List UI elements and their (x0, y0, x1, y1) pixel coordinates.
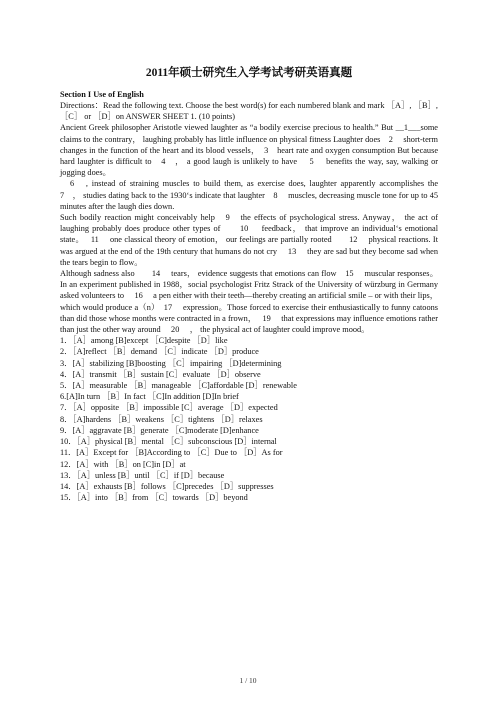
option-line-13: 13．［A］unless [B］until ［C］if [D］because (60, 470, 225, 480)
option-line-15: 15．［A］into ［B］from ［C］towards ［D］beyond (60, 493, 248, 503)
option-line-9: 9．[A］aggravate [B］generate ［C]moderate [D]enhance (60, 425, 259, 435)
section-heading: Section I Use of English (60, 90, 144, 99)
option-line-10: 10．［A］physical [B］mental ［C］subconscious [D］internal (60, 437, 277, 447)
option-line-2: 2．［A]reflect ［B］demand ［C］indicate ［D］produce (60, 347, 259, 357)
option-line-12: 12．[A］with ［B］on [C]in [D］at (60, 459, 186, 469)
option-line-5: 5．[A］measurable ［B］manageable ［C]affordable [D］renewable (60, 381, 297, 391)
option-line-8: 8．［A]hardens ［B］weakens ［C］tightens ［D］relaxes (60, 414, 263, 424)
option-line-11: 11．[A］Except for ［B]According to ［C］Due to ［D］As for (60, 448, 283, 458)
option-line-7: 7．［A］opposite ［B］impossible [C］average ［D］expected (60, 403, 278, 413)
page-number: 1 / 10 (239, 676, 257, 685)
answer-options-list (60, 335, 438, 503)
passage-paragraph-4: Although sadness also 14 tears， evidence suggests that emotions can flow 15 muscular responses。 In an experiment published in 1988，social psychologist Fritz Strack of the University of würzburg in Germany asked volunteers to 16 a pen either with their teeth—thereby creating an artificial smile – or with their lips，which would produce a（n） 17 expression。Those forced to exercise their enthusiastically to funny catoons than did those whose months were contracted in a frown， 19 that expressions may influence emotions rather than just the other way around 20 ， the physical act of laughter could improve mood。 (60, 269, 438, 335)
passage-paragraph-1: Ancient Greek philosopher Aristotle viewed laughter as “a bodily exercise precious to health.” But __1___some claims to the contrary， laughing probably has little influence on physical fitness Laughter does 2 short-term changes in the function of the heart and its blood vessels， 3 heart rate and oxygen consumption But because hard laughter is difficult to 4 ， a good laugh is unlikely to have 5 benefits the way, say, walking or jogging does。 (60, 123, 438, 178)
document-page (60, 64, 449, 503)
option-line-3: 3．[A］stabilizing [B]boosting ［C］impairing ［D]determining (60, 358, 282, 368)
directions-text: Directions：Read the following text. Choose the best word(s) for each numbered blank and mark ［A］, ［B］, ［C］ or ［D］on ANSWER SHEET 1. (10 points) (60, 101, 438, 122)
option-line-1: 1．［A］among [B]except ［C]despite ［D］like (60, 336, 228, 346)
option-line-4: 4．[A］transmit ［B］sustain [C］evaluate ［D］observe (60, 369, 261, 379)
option-line-6: 6.[A]In turn ［B］In fact ［C]In addition [D]In brief (60, 392, 239, 402)
document-title: 2011年硕士研究生入学考试考研英语真题 (145, 67, 353, 79)
passage-paragraph-2: 6 , instead of straining muscles to build them, as exercise does, laughter apparently accomplishes the 7 ， studies dating back to the 1930‘s indicate that laughter 8 muscles, decreasing muscle tone for up to 45 minutes after the laugh dies down. (60, 179, 449, 211)
passage-paragraph-3: Such bodily reaction might conceivably help 9 the effects of psychological stress. Anyway， the act of laughing probably does produce other types of 10 feedback， that improve an individual‘s emotional state。 11 one classical theory of emotion， our feelings are partially rooted 12 physical reactions. It was argued at the end of the 19th century that humans do not cry 13 they are sad but they become sad when the tears begin to flow。 (60, 213, 438, 267)
option-line-14: 14．[A］exhausts [B］follows ［C]precedes ［D］suppresses (60, 481, 274, 491)
